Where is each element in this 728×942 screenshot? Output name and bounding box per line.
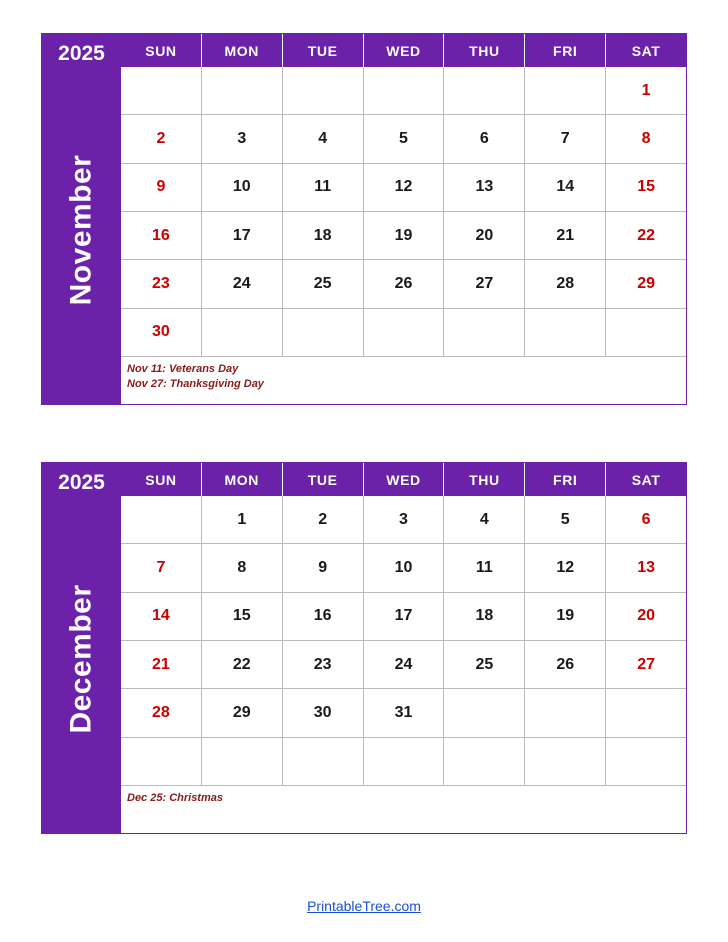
week-row: [121, 544, 686, 592]
day-cell: 5: [525, 496, 606, 543]
day-cell: 5: [364, 115, 445, 162]
day-cell: 4: [444, 496, 525, 543]
day-cell: [121, 738, 202, 785]
calendar-december: [41, 462, 687, 834]
day-cell: 28: [525, 260, 606, 307]
calendar-grid: [42, 463, 686, 833]
week-row: [121, 212, 686, 260]
day-cell: 9: [121, 164, 202, 211]
day-cell: 19: [364, 212, 445, 259]
day-cell: 17: [364, 593, 445, 640]
day-cell: 16: [121, 212, 202, 259]
week-row: [121, 164, 686, 212]
day-cell: 16: [283, 593, 364, 640]
day-cell: 24: [202, 260, 283, 307]
day-cell: 14: [525, 164, 606, 211]
year-label: 2025: [58, 42, 105, 65]
day-cell: 27: [637, 655, 655, 673]
day-cell: [444, 738, 525, 785]
day-cell: 27: [444, 260, 525, 307]
day-cell: 15: [202, 593, 283, 640]
day-cell: 25: [283, 260, 364, 307]
weekday-fri: FRI: [525, 463, 606, 496]
day-cell: 20: [637, 607, 655, 625]
calendar-body: [121, 34, 686, 404]
day-cell: 3: [364, 496, 445, 543]
holiday-note: Nov 27: Thanksgiving Day: [127, 378, 264, 390]
weekday-sun: SUN: [121, 463, 202, 496]
day-cell: 2: [283, 496, 364, 543]
day-cell: [364, 738, 445, 785]
day-cell: 18: [283, 212, 364, 259]
day-cell: [525, 309, 606, 356]
day-cell: [525, 689, 606, 736]
month-name-text: November: [64, 154, 98, 306]
calendar-body: [121, 463, 686, 833]
week-row: [121, 309, 686, 357]
day-cell: 29: [637, 274, 655, 292]
day-cell: [444, 67, 525, 114]
weekday-mon: MON: [202, 34, 283, 67]
day-cell: 22: [637, 226, 655, 244]
weekday-sun: SUN: [121, 34, 202, 67]
day-cell: 19: [525, 593, 606, 640]
week-row: [121, 593, 686, 641]
day-cell: 17: [202, 212, 283, 259]
holiday-notes: [121, 357, 686, 404]
day-cell: [606, 689, 686, 736]
holiday-note: Nov 11: Veterans Day: [127, 363, 239, 375]
day-cell: 12: [364, 164, 445, 211]
weekday-fri: FRI: [525, 34, 606, 67]
printabletree-link[interactable]: PrintableTree.com: [307, 898, 421, 914]
day-cell: 14: [121, 593, 202, 640]
week-row: [121, 67, 686, 115]
week-row: [121, 641, 686, 689]
day-cell: 18: [444, 593, 525, 640]
day-cell: 6: [641, 510, 651, 528]
day-cell: 3: [202, 115, 283, 162]
week-row: [121, 115, 686, 163]
day-cell: [606, 309, 686, 356]
day-cell: 30: [121, 309, 202, 356]
month-band-december: [42, 463, 121, 833]
weekday-wed: WED: [364, 34, 445, 67]
year-label: 2025: [58, 471, 105, 494]
day-cell: [202, 67, 283, 114]
footer: [0, 898, 728, 916]
day-cell: [364, 309, 445, 356]
week-row: [121, 260, 686, 308]
day-cell: 23: [283, 641, 364, 688]
day-cell: [121, 67, 202, 114]
day-cell: 26: [364, 260, 445, 307]
day-cell: [525, 67, 606, 114]
calendar-grid: [42, 34, 686, 404]
day-cell: 2: [121, 115, 202, 162]
day-cell: [606, 738, 686, 785]
day-cell: [283, 67, 364, 114]
day-cell: 30: [283, 689, 364, 736]
day-cell: [283, 738, 364, 785]
day-cell: 6: [444, 115, 525, 162]
weekday-sat: SAT: [631, 42, 661, 59]
day-cell: 23: [121, 260, 202, 307]
day-cell: 26: [525, 641, 606, 688]
day-cell: 21: [525, 212, 606, 259]
day-cell: 7: [121, 544, 202, 591]
weeks-container: [121, 496, 686, 786]
day-cell: 11: [283, 164, 364, 211]
weekday-tue: TUE: [283, 34, 364, 67]
week-row: [121, 689, 686, 737]
weekday-mon: MON: [202, 463, 283, 496]
day-cell: 10: [364, 544, 445, 591]
calendar-november: [41, 33, 687, 405]
weekday-header-row: [121, 463, 686, 496]
day-cell: [121, 496, 202, 543]
day-cell: 13: [637, 558, 655, 576]
day-cell: 1: [202, 496, 283, 543]
day-cell: [444, 689, 525, 736]
weekday-tue: TUE: [283, 463, 364, 496]
day-cell: [283, 309, 364, 356]
weeks-container: [121, 67, 686, 357]
holiday-notes: [121, 786, 686, 833]
day-cell: 1: [641, 81, 651, 99]
month-name: [42, 80, 121, 380]
day-cell: 15: [637, 178, 655, 196]
day-cell: [364, 67, 445, 114]
day-cell: 8: [641, 129, 651, 147]
day-cell: 13: [444, 164, 525, 211]
day-cell: 4: [283, 115, 364, 162]
week-row: [121, 738, 686, 786]
month-name: [42, 509, 121, 809]
day-cell: 20: [444, 212, 525, 259]
day-cell: 29: [202, 689, 283, 736]
day-cell: 8: [202, 544, 283, 591]
day-cell: [202, 738, 283, 785]
day-cell: 9: [283, 544, 364, 591]
month-band-november: [42, 34, 121, 404]
day-cell: 7: [525, 115, 606, 162]
week-row: [121, 496, 686, 544]
day-cell: 28: [121, 689, 202, 736]
day-cell: 31: [364, 689, 445, 736]
day-cell: 25: [444, 641, 525, 688]
weekday-header-row: [121, 34, 686, 67]
day-cell: [525, 738, 606, 785]
holiday-note: Dec 25: Christmas: [127, 792, 223, 804]
day-cell: 10: [202, 164, 283, 211]
weekday-thu: THU: [444, 463, 525, 496]
day-cell: 12: [525, 544, 606, 591]
weekday-thu: THU: [444, 34, 525, 67]
month-name-text: December: [64, 584, 98, 734]
weekday-wed: WED: [364, 463, 445, 496]
day-cell: 24: [364, 641, 445, 688]
day-cell: 11: [444, 544, 525, 591]
weekday-sat: SAT: [631, 471, 661, 488]
day-cell: 22: [202, 641, 283, 688]
day-cell: [202, 309, 283, 356]
day-cell: 21: [121, 641, 202, 688]
day-cell: [444, 309, 525, 356]
